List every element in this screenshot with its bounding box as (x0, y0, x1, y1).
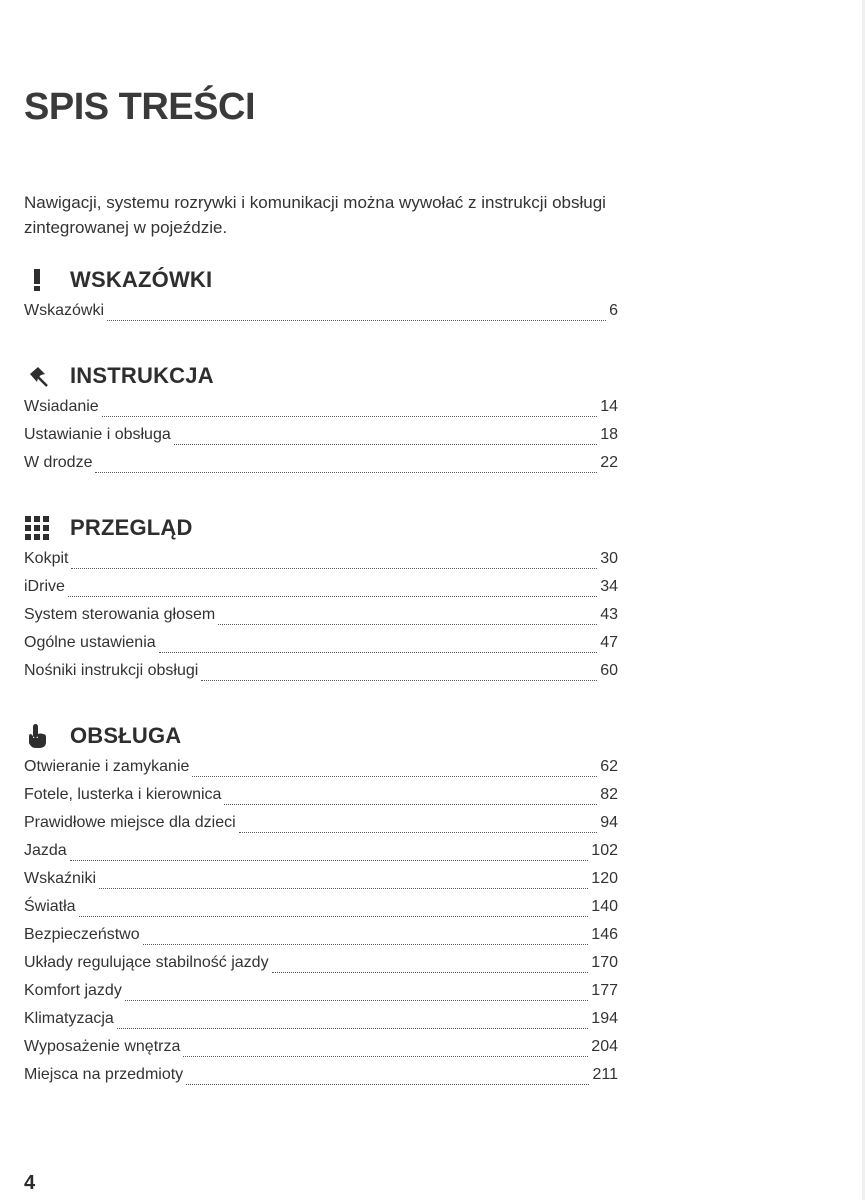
dot-leader (107, 319, 606, 321)
dot-leader (201, 679, 597, 681)
entry-page: 47 (600, 634, 618, 651)
entry-label: Otwieranie i zamykanie (24, 758, 190, 775)
entry-label: Miejsca na przedmioty (24, 1066, 184, 1083)
entry-page: 140 (591, 898, 618, 915)
entry-page: 211 (592, 1066, 618, 1083)
toc-entry[interactable] (24, 398, 618, 426)
toc-section-przeglad (24, 512, 618, 690)
entry-page: 177 (591, 982, 618, 999)
intro-text: Nawigacji, systemu rozrywki i komunikacji można wywołać z instrukcji obsługi zintegrowanej w pojeździe. (24, 193, 606, 237)
toc-entry[interactable] (24, 1038, 618, 1066)
entry-page: 22 (600, 454, 618, 471)
grid-icon (24, 515, 50, 541)
page-number: 4 (24, 1172, 36, 1194)
entry-page: 194 (591, 1010, 618, 1027)
entry-page: 43 (600, 606, 618, 623)
section-header (24, 512, 618, 544)
entry-label: Komfort jazdy (24, 982, 122, 999)
toc-entry[interactable] (24, 662, 618, 690)
dot-leader (192, 775, 597, 777)
entry-label: Nośniki instrukcji obsługi (24, 662, 199, 679)
entry-label: System sterowania głosem (24, 606, 216, 623)
dot-leader (159, 651, 598, 653)
entry-page: 120 (591, 870, 618, 887)
section-header (24, 360, 618, 392)
toc-entry[interactable] (24, 786, 618, 814)
toc-section-obsluga (24, 720, 618, 1094)
toc-section-wskazowki (24, 264, 618, 330)
toc-entry[interactable] (24, 954, 618, 982)
entry-page: 30 (600, 550, 618, 567)
dot-leader (117, 1027, 588, 1029)
toc-entry[interactable] (24, 898, 618, 926)
table-of-contents (24, 264, 618, 1124)
toc-entry[interactable] (24, 758, 618, 786)
dot-leader (272, 971, 589, 973)
toc-entry[interactable] (24, 426, 618, 454)
toc-entry[interactable] (24, 578, 618, 606)
entry-label: Światła (24, 898, 76, 915)
dot-leader (186, 1083, 589, 1085)
entry-page: 6 (609, 302, 618, 319)
entry-page: 62 (600, 758, 618, 775)
toc-section-instrukcja (24, 360, 618, 482)
section-title: WSKAZÓWKI (70, 267, 213, 292)
entry-page: 204 (591, 1038, 618, 1055)
entry-label: Klimatyzacja (24, 1010, 114, 1027)
toc-entry[interactable] (24, 634, 618, 662)
toc-entry[interactable] (24, 842, 618, 870)
entry-label: iDrive (24, 578, 65, 595)
exclamation-icon (24, 267, 50, 293)
entry-label: Wskazówki (24, 302, 105, 319)
dot-leader (99, 887, 588, 889)
toc-entry[interactable] (24, 302, 618, 330)
entry-page: 146 (591, 926, 618, 943)
entry-label: Wsiadanie (24, 398, 99, 415)
entry-label: Fotele, lusterka i kierownica (24, 786, 222, 803)
entry-page: 60 (600, 662, 618, 679)
dot-leader (239, 831, 598, 833)
dot-leader (95, 471, 597, 473)
entry-label: Wyposażenie wnętrza (24, 1038, 181, 1055)
section-title: PRZEGLĄD (70, 515, 193, 540)
dot-leader (224, 803, 597, 805)
entry-page: 34 (600, 578, 618, 595)
section-header (24, 264, 618, 296)
entry-page: 102 (591, 842, 618, 859)
entry-label: Ogólne ustawienia (24, 634, 156, 651)
entry-label: W drodze (24, 454, 93, 471)
entry-label: Ustawianie i obsługa (24, 426, 171, 443)
pin-icon (24, 363, 50, 389)
dot-leader (183, 1055, 588, 1057)
toc-entry[interactable] (24, 1010, 618, 1038)
dot-leader (143, 943, 589, 945)
dot-leader (68, 595, 597, 597)
dot-leader (70, 859, 589, 861)
dot-leader (218, 623, 597, 625)
dot-leader (102, 415, 598, 417)
section-header (24, 720, 618, 752)
entry-page: 94 (600, 814, 618, 831)
toc-entry[interactable] (24, 870, 618, 898)
section-title: INSTRUKCJA (70, 363, 214, 388)
entry-label: Jazda (24, 842, 67, 859)
dot-leader (174, 443, 597, 445)
toc-entry[interactable] (24, 454, 618, 482)
toc-entry[interactable] (24, 1066, 618, 1094)
toc-entry[interactable] (24, 606, 618, 634)
section-title: OBSŁUGA (70, 723, 182, 748)
entry-label: Wskaźniki (24, 870, 97, 887)
dot-leader (125, 999, 588, 1001)
page-title: SPIS TREŚCI (24, 86, 255, 128)
dot-leader (79, 915, 589, 917)
entry-label: Prawidłowe miejsce dla dzieci (24, 814, 236, 831)
entry-label: Bezpieczeństwo (24, 926, 140, 943)
hand-pointer-icon (24, 723, 50, 749)
entry-label: Kokpit (24, 550, 69, 567)
toc-entry[interactable] (24, 982, 618, 1010)
toc-entry[interactable] (24, 926, 618, 954)
toc-entry[interactable] (24, 550, 618, 578)
entry-page: 14 (600, 398, 618, 415)
dot-leader (71, 567, 597, 569)
entry-label: Układy regulujące stabilność jazdy (24, 954, 269, 971)
entry-page: 18 (600, 426, 618, 443)
toc-entry[interactable] (24, 814, 618, 842)
entry-page: 82 (600, 786, 618, 803)
entry-page: 170 (591, 954, 618, 971)
